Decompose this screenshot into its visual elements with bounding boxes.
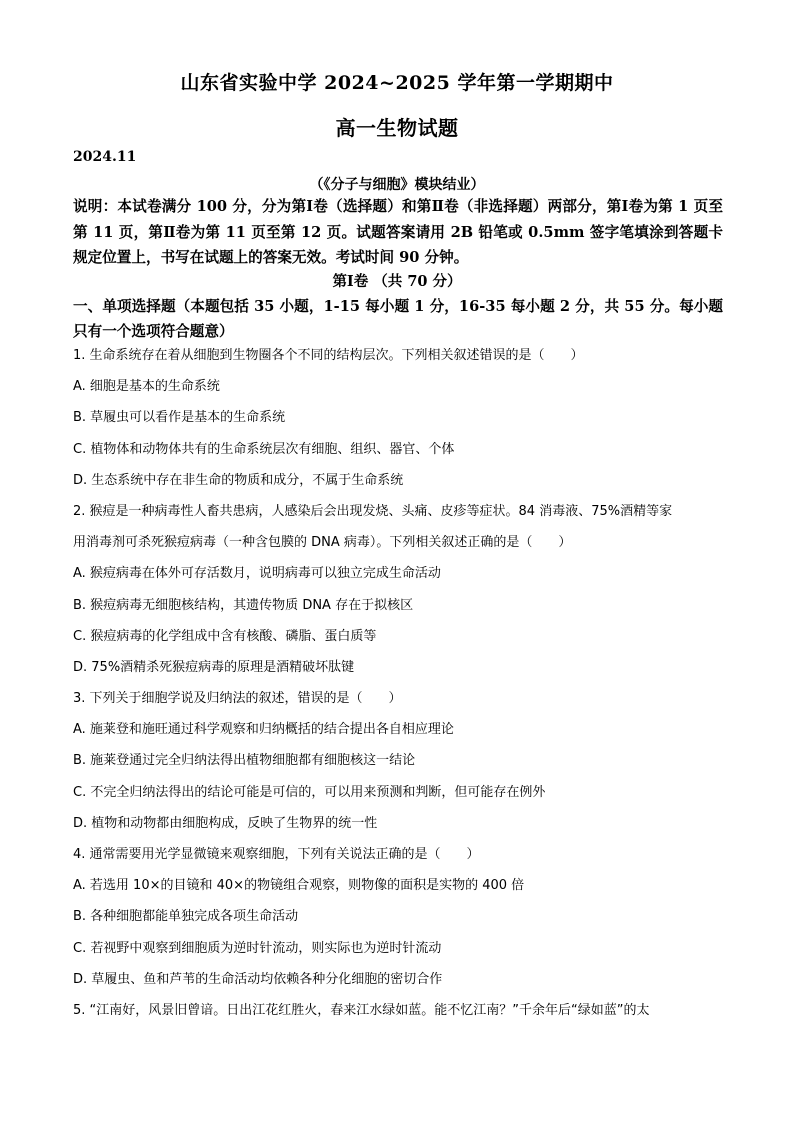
module-note: （《分子与细胞》模块结业）: [309, 177, 485, 193]
question-line: C. 猴痘病毒的化学组成中含有核酸、磷脂、蛋白质等: [73, 628, 377, 644]
question-line: C. 不完全归纳法得出的结论可能是可信的，可以用来预测和判断，但可能存在例外: [73, 784, 546, 800]
question-line: B. 施莱登通过完全归纳法得出植物细胞都有细胞核这一结论: [73, 753, 416, 769]
exam-date: 2024.11: [73, 149, 137, 165]
question-line: B. 猴痘病毒无细胞核结构，其遗传物质 DNA 存在于拟核区: [73, 597, 414, 613]
question-line: C. 植物体和动物体共有的生命系统层次有细胞、组织、器官、个体: [73, 441, 455, 457]
question-line: 2. 猴痘是一种病毒性人畜共患病，人感染后会出现发烧、头痛、皮疹等症状。84 消毒液、75%酒精等家: [73, 503, 673, 519]
question-line: A. 细胞是基本的生命系统: [73, 379, 220, 395]
question-line: D. 75%酒精杀死猴痘病毒的原理是酒精破坏肽键: [73, 659, 355, 675]
question-line: C. 若视野中观察到细胞质为逆时针流动，则实际也为逆时针流动: [73, 940, 442, 956]
question-line: 4. 通常需要用光学显微镜来观察细胞，下列有关说法正确的是（ ）: [73, 847, 480, 862]
question-line: 5. “江南好，风景旧曾谙。日出江花红胜火，春来江水绿如蓝。能不忆江南？”千余年后“绿如蓝”的太: [73, 1002, 650, 1018]
section-heading: 第Ⅰ卷 （共 70 分）: [332, 273, 462, 290]
question-line: 用消毒剂可杀死猴痘病毒（一种含包膜的 DNA 病毒）。下列相关叙述正确的是（ ）: [73, 535, 572, 551]
question-list: [73, 344, 725, 1030]
exam-title: 山东省实验中学 2024~2025 学年第一学期期中: [180, 72, 614, 94]
question-line: D. 草履虫、鱼和芦苇的生命活动均依赖各种分化细胞的密切合作: [73, 971, 443, 987]
question-line: B. 草履虫可以看作是基本的生命系统: [73, 410, 286, 426]
question-line: A. 若选用 10×的目镜和 40×的物镜组合观察，则物像的面积是实物的 400 倍: [73, 878, 525, 894]
question-line: A. 施莱登和施旺通过科学观察和归纳概括的结合提出各自相应理论: [73, 722, 454, 738]
exam-subtitle: 高一生物试题: [335, 116, 459, 140]
question-line: D. 植物和动物都由细胞构成，反映了生物界的统一性: [73, 815, 378, 831]
part-heading: 一、单项选择题（本题包括 35 小题，1-15 每小题 1 分，16-35 每小题 2 分，共 55 分。每小题只有一个选项符合题意）: [73, 298, 723, 340]
question-line: D. 生态系统中存在非生命的物质和成分，不属于生命系统: [73, 472, 404, 488]
question-line: 1. 生命系统存在着从细胞到生物圈各个不同的结构层次。下列相关叙述错误的是（ ）: [73, 348, 584, 363]
question-line: A. 猴痘病毒在体外可存活数月，说明病毒可以独立完成生命活动: [73, 566, 441, 582]
question-line: 3. 下列关于细胞学说及归纳法的叙述，错误的是（ ）: [73, 691, 402, 707]
question-line: B. 各种细胞都能单独完成各项生命活动: [73, 909, 299, 925]
instructions: 说明：本试卷满分 100 分，分为第Ⅰ卷（选择题）和第Ⅱ卷（非选择题）两部分，第Ⅰ卷为第 1 页至第 11 页，第Ⅱ卷为第 11 页至第 12 页。试题答案请用 2B 铅笔或 0.5mm 签字笔填涂到答题卡规定位置上，书写在试题上的答案无效。考试时间 90 分钟。: [73, 198, 723, 266]
